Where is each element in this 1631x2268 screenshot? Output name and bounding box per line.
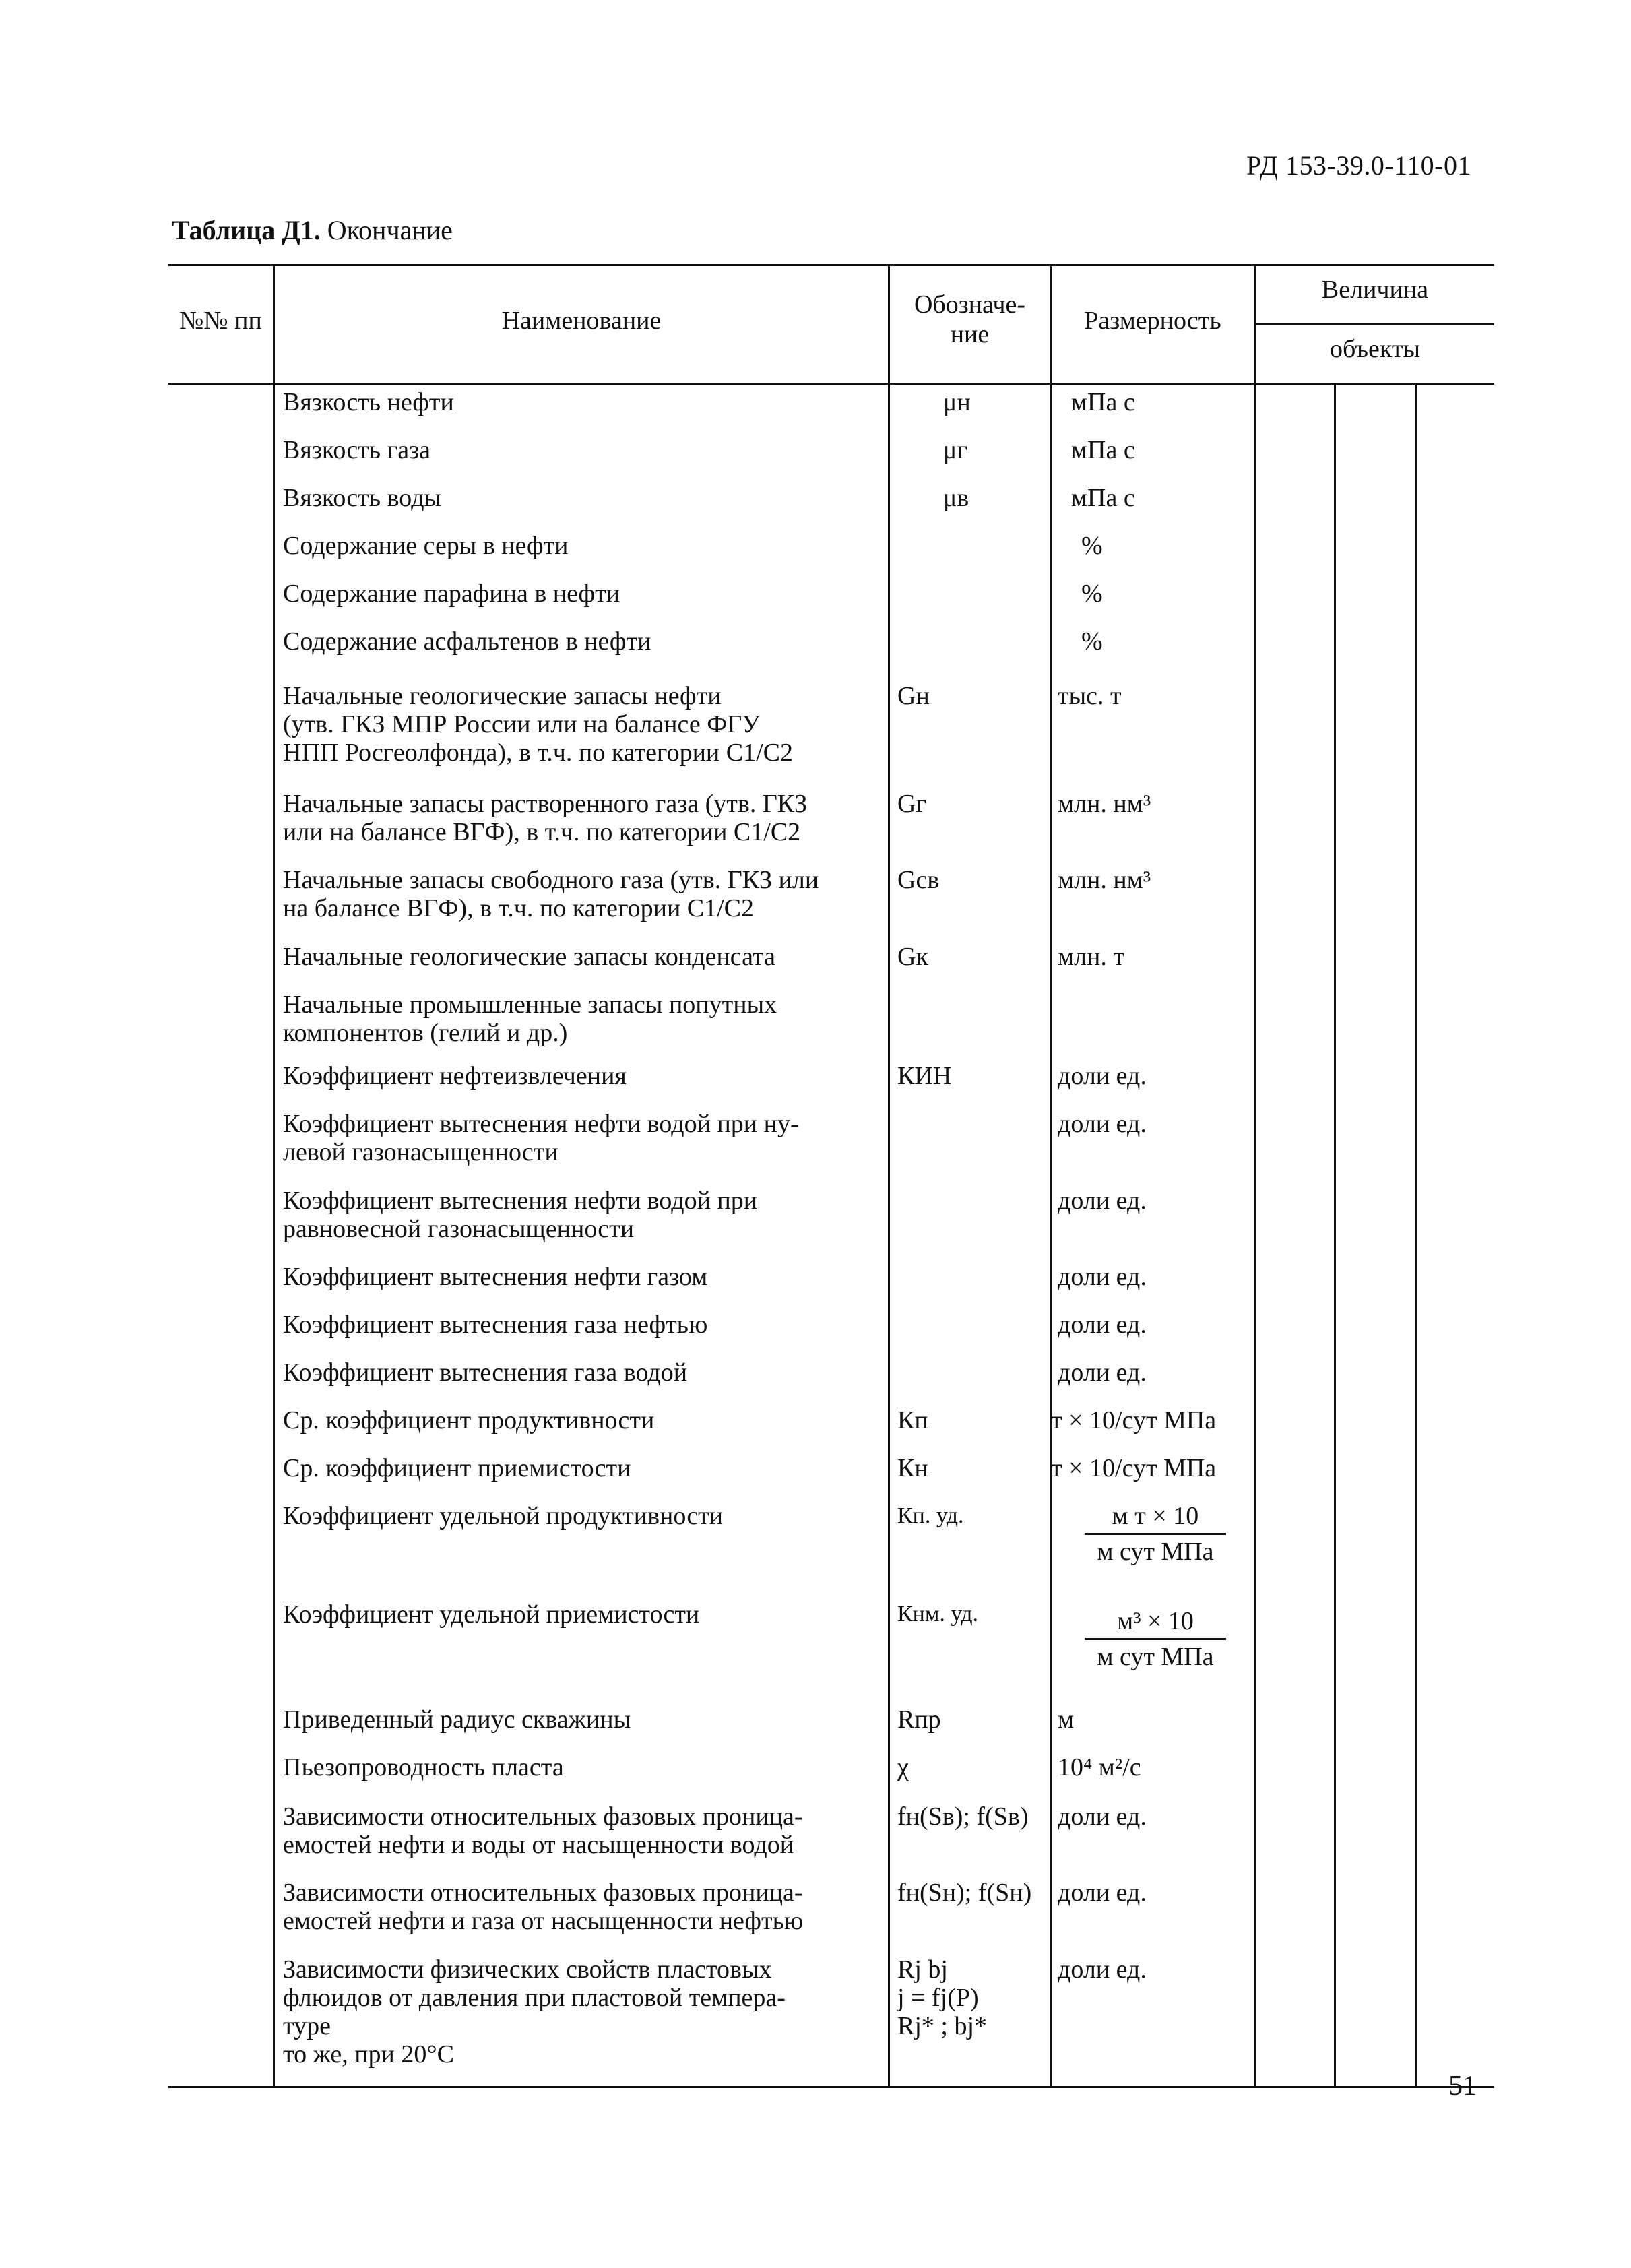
- value-subheader-rule: [1254, 323, 1494, 325]
- row-symbol: КИН: [897, 1062, 952, 1090]
- row-name: Начальные промышленные запасы попутных компонентов (гелий и др.): [283, 990, 777, 1047]
- row-name: Вязкость нефти: [283, 388, 454, 416]
- row-unit: 10⁴ м²/с: [1058, 1753, 1141, 1782]
- header-objects: объекты: [1329, 335, 1420, 363]
- row-name: Зависимости относительных фазовых проница- емостей нефти и газа от насыщенности нефтью: [283, 1879, 804, 1935]
- row-unit: доли ед.: [1058, 1187, 1147, 1215]
- row-symbol: fн(Sв); f(Sв): [897, 1802, 1029, 1831]
- header-bottom-rule: [168, 383, 1494, 385]
- row-unit-fraction: [1058, 1607, 1253, 1671]
- row-name: Коэффициент удельной продуктивности: [283, 1502, 724, 1530]
- row-symbol: Gсв: [897, 866, 940, 894]
- table-caption-number: Таблица Д1.: [172, 215, 321, 245]
- row-unit: млн. нм³: [1058, 866, 1151, 894]
- row-symbol: fн(Sн); f(Sн): [897, 1879, 1032, 1907]
- header-value: Величина: [1321, 276, 1429, 304]
- row-symbol: Gг: [897, 790, 927, 818]
- row-unit: доли ед.: [1058, 1955, 1147, 1984]
- header-unit: Размерность: [1084, 307, 1221, 335]
- row-name: Коэффициент вытеснения газа нефтью: [283, 1311, 708, 1339]
- row-name: Вязкость воды: [283, 484, 442, 512]
- page-number: 51: [1448, 2071, 1477, 2102]
- row-unit: доли ед.: [1058, 1263, 1147, 1291]
- row-unit: доли ед.: [1058, 1802, 1147, 1831]
- row-unit: млн. т: [1058, 943, 1124, 971]
- row-name: Коэффициент удельной приемистости: [283, 1600, 700, 1629]
- table-caption: [172, 214, 453, 246]
- row-unit: тыс. т: [1058, 682, 1122, 710]
- row-symbol: Кп: [897, 1406, 928, 1435]
- document-code: РД 153-39.0-110-01: [1246, 150, 1471, 181]
- row-unit: %: [1081, 532, 1103, 560]
- row-unit: т × 10/сут МПа: [1051, 1406, 1217, 1435]
- col-divider-object-2: [1415, 383, 1417, 2088]
- row-name: Ср. коэффициент приемистости: [283, 1454, 631, 1482]
- row-unit: м: [1058, 1705, 1075, 1734]
- row-unit: мПа с: [1071, 436, 1135, 464]
- row-name: Вязкость газа: [283, 436, 430, 464]
- fraction-numerator: м т × 10: [1085, 1502, 1226, 1535]
- col-divider-no: [273, 264, 275, 2088]
- row-name: Начальные запасы свободного газа (утв. ГКЗ или на балансе ВГФ), в т.ч. по категории C1/C2: [283, 866, 819, 922]
- row-name: Пьезопроводность пласта: [283, 1753, 564, 1782]
- row-symbol: Rпр: [897, 1705, 941, 1734]
- row-unit: мПа с: [1071, 388, 1135, 416]
- row-symbol: Кп. уд.: [897, 1503, 964, 1528]
- col-divider-object-1: [1334, 383, 1336, 2088]
- row-name: Коэффициент вытеснения нефти водой при равновесной газонасыщенности: [283, 1187, 758, 1243]
- row-name: Коэффициент вытеснения нефти водой при ну- левой газонасыщенности: [283, 1110, 799, 1166]
- fraction-denominator: м сут МПа: [1097, 1643, 1214, 1671]
- row-unit: доли ед.: [1058, 1062, 1147, 1090]
- row-unit: %: [1081, 627, 1103, 656]
- row-symbol: Gн: [897, 682, 930, 710]
- row-unit-fraction: [1058, 1502, 1253, 1566]
- row-symbol: χ: [897, 1753, 909, 1782]
- row-name: Коэффициент нефтеизвлечения: [283, 1062, 627, 1090]
- fraction-numerator: м³ × 10: [1085, 1607, 1226, 1640]
- col-divider-symbol: [1050, 264, 1052, 2088]
- table-bottom-rule: [168, 2086, 1494, 2088]
- row-name: Зависимости относительных фазовых проница- емостей нефти и воды от насыщенности водой: [283, 1802, 803, 1859]
- row-symbol: Кн: [897, 1454, 928, 1482]
- row-unit: доли ед.: [1058, 1311, 1147, 1339]
- row-symbol: μг: [943, 436, 967, 464]
- header-symbol: Обозначе- ние: [914, 290, 1026, 348]
- row-symbol: Rj bj j = fj(P) Rj* ; bj*: [897, 1955, 988, 2040]
- row-symbol: Кнм. уд.: [897, 1602, 979, 1627]
- row-unit: доли ед.: [1058, 1358, 1147, 1387]
- parameters-table: [168, 264, 1494, 2088]
- header-no: №№ пп: [179, 307, 262, 335]
- row-name: Приведенный радиус скважины: [283, 1705, 631, 1734]
- row-name: Начальные запасы растворенного газа (утв. ГКЗ или на балансе ВГФ), в т.ч. по категории C1/C2: [283, 790, 808, 846]
- table-top-rule: [168, 264, 1494, 266]
- row-name: Содержание асфальтенов в нефти: [283, 627, 651, 656]
- row-symbol: Gк: [897, 943, 928, 971]
- row-unit: мПа с: [1071, 484, 1135, 512]
- row-name: Начальные геологические запасы конденсата: [283, 943, 775, 971]
- row-name: Коэффициент вытеснения нефти газом: [283, 1263, 708, 1291]
- fraction-denominator: м сут МПа: [1097, 1538, 1214, 1566]
- header-name: Наименование: [501, 307, 662, 335]
- row-name: Коэффициент вытеснения газа водой: [283, 1358, 688, 1387]
- row-symbol: μн: [943, 388, 971, 416]
- row-unit: т × 10/сут МПа: [1051, 1454, 1217, 1482]
- row-name: Начальные геологические запасы нефти (утв. ГКЗ МПР России или на балансе ФГУ НПП Росгеолфонда), в т.ч. по категории C1/C2: [283, 682, 793, 767]
- row-unit: доли ед.: [1058, 1110, 1147, 1138]
- row-name: Зависимости физических свойств пластовых флюидов от давления при пластовой темпера- туре то же, при 20°С: [283, 1955, 786, 2069]
- row-name: Содержание серы в нефти: [283, 532, 569, 560]
- row-unit: %: [1081, 579, 1103, 608]
- row-name: Содержание парафина в нефти: [283, 579, 620, 608]
- row-name: Ср. коэффициент продуктивности: [283, 1406, 655, 1435]
- row-unit: млн. нм³: [1058, 790, 1151, 818]
- row-symbol: μв: [943, 484, 969, 512]
- row-unit: доли ед.: [1058, 1879, 1147, 1907]
- table-caption-text: Окончание: [320, 215, 453, 245]
